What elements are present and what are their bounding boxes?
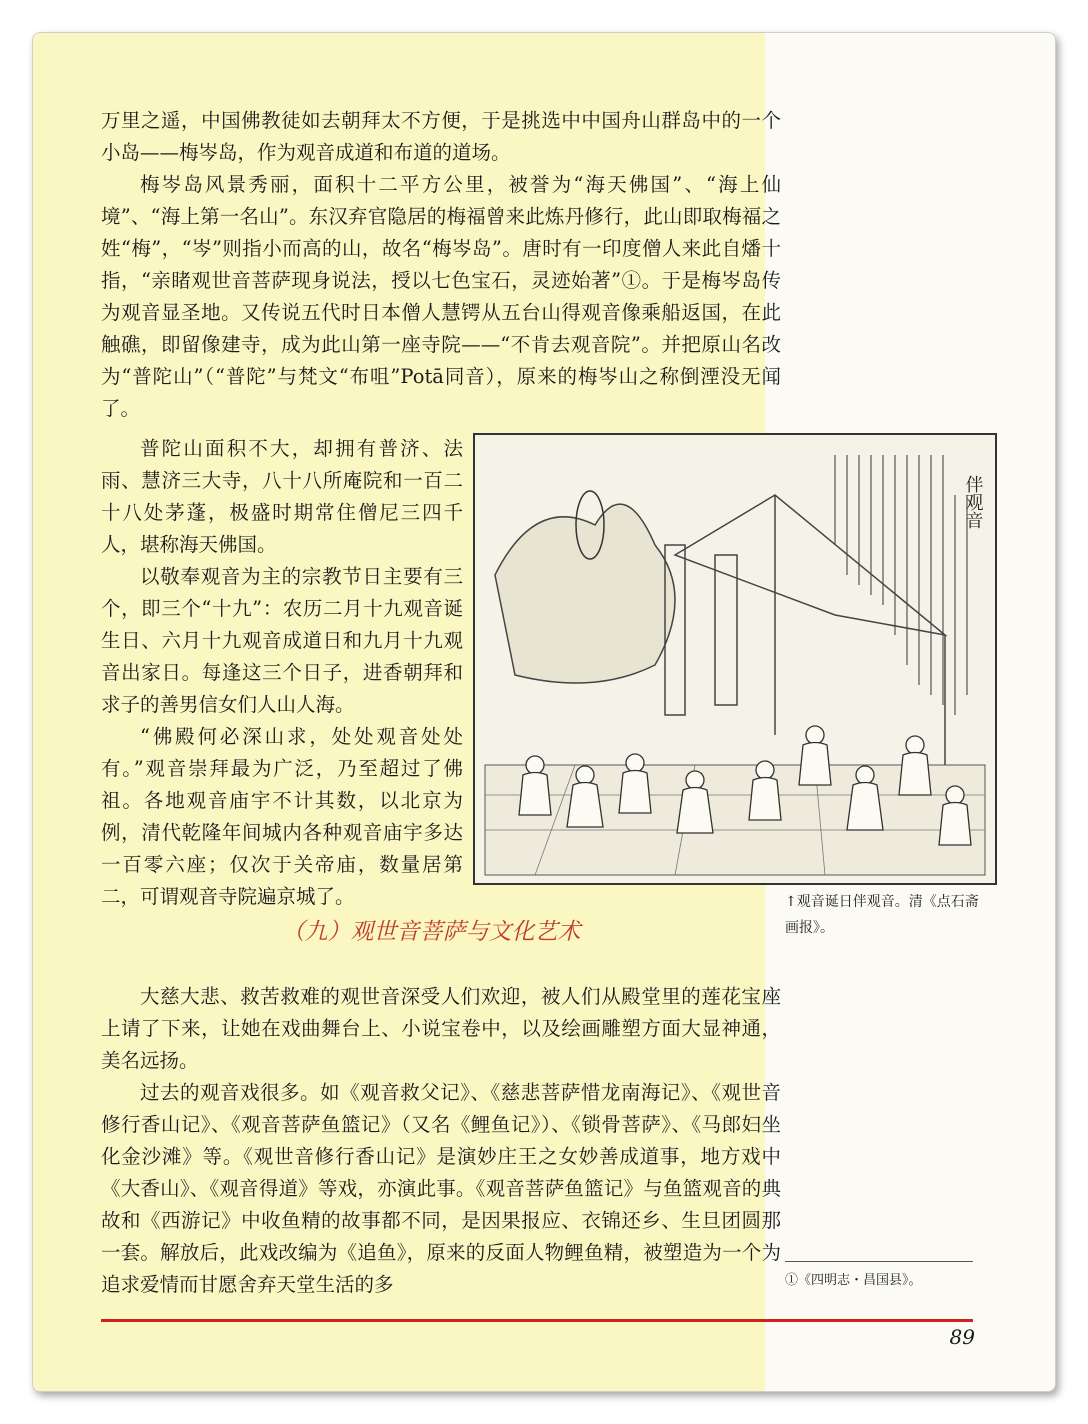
footer-rule	[101, 1319, 973, 1322]
footnote: ①《四明志・昌国县》。	[785, 1273, 922, 1288]
paragraph: 普陀山面积不大，却拥有普济、法雨、慧济三大寺，八十八所庵院和一百二十八处茅蓬，极盛时期常住僧尼三四千人，堪称海天佛国。	[101, 437, 463, 556]
page-number: 89	[949, 1325, 975, 1349]
paragraph: 梅岑岛风景秀丽，面积十二平方公里，被誉为“海天佛国”、“海上仙境”、“海上第一名山”。东汉弃官隐居的梅福曾来此炼丹修行，此山即取梅福之姓“梅”，“岑”则指小而高的山，故名“梅岑岛”。唐时有一印度僧人来此自燔十指，“亲睹观世音菩萨现身说法，授以七色宝石，灵迹始著”①。于是梅岑岛传为观音显圣地。又传说五代时日本僧人慧锷从五台山得观音像乘船返国，在此触礁，即留像建寺，成为此山第一座寺院——“不肯去观音院”。并把原山名改为“普陀山”（“普陀”与梵文“布咀”Potā同音），原来的梅岑山之称倒湮没无闻了。	[101, 173, 781, 420]
paragraph: 以敬奉观音为主的宗教节日主要有三个，即三个“十九”：农历二月十九观音诞生日、六月十九观音成道日和九月十九观音出家日。每逢这三个日子，进香朝拜和求子的善男信女们人山人海。	[101, 565, 463, 716]
illustration	[473, 433, 997, 885]
illustration-drawing	[475, 435, 995, 883]
illustration-title: 伴观音	[962, 475, 984, 529]
body-text-side	[101, 433, 463, 913]
footnote-divider	[785, 1261, 973, 1262]
figure-caption: ↑观音诞日伴观音。清《点石斋画报》。	[785, 894, 979, 936]
paragraph: “佛殿何必深山求，处处观音处处有。”观音崇拜最为广泛，乃至超过了佛祖。各地观音庙宇不计其数，以北京为例，清代乾隆年间城内各种观音庙宇多达一百零六座；仅次于关帝庙，数量居第二，可谓观音寺院遍京城了。	[101, 725, 463, 908]
paragraph: 万里之遥，中国佛教徒如去朝拜太不方便，于是挑选中中国舟山群岛中的一个小岛——梅岑岛，作为观音成道和布道的道场。	[101, 109, 781, 164]
page-frame	[32, 32, 1056, 1392]
section-heading: （九）观世音菩萨与文化艺术	[281, 919, 581, 945]
body-text-bottom	[101, 981, 781, 1301]
paragraph: 大慈大悲、救苦救难的观世音深受人们欢迎，被人们从殿堂里的莲花宝座上请了下来，让她在戏曲舞台上、小说宝卷中，以及绘画雕塑方面大显神通，美名远扬。	[101, 985, 781, 1072]
body-text-top	[101, 105, 781, 425]
paragraph: 过去的观音戏很多。如《观音救父记》、《慈悲菩萨惜龙南海记》、《观世音修行香山记》、《观音菩萨鱼篮记》（又名《鲤鱼记》）、《锁骨菩萨》、《马郎妇坐化金沙滩》等。《观世音修行香山记》是演妙庄王之女妙善成道事，地方戏中《大香山》、《观音得道》等戏，亦演此事。《观音菩萨鱼篮记》与鱼篮观音的典故和《西游记》中收鱼精的故事都不同，是因果报应、衣锦还乡、生旦团圆那一套。解放后，此戏改编为《追鱼》，原来的反面人物鲤鱼精，被塑造为一个为追求爱情而甘愿舍弃天堂生活的多	[101, 1081, 781, 1296]
